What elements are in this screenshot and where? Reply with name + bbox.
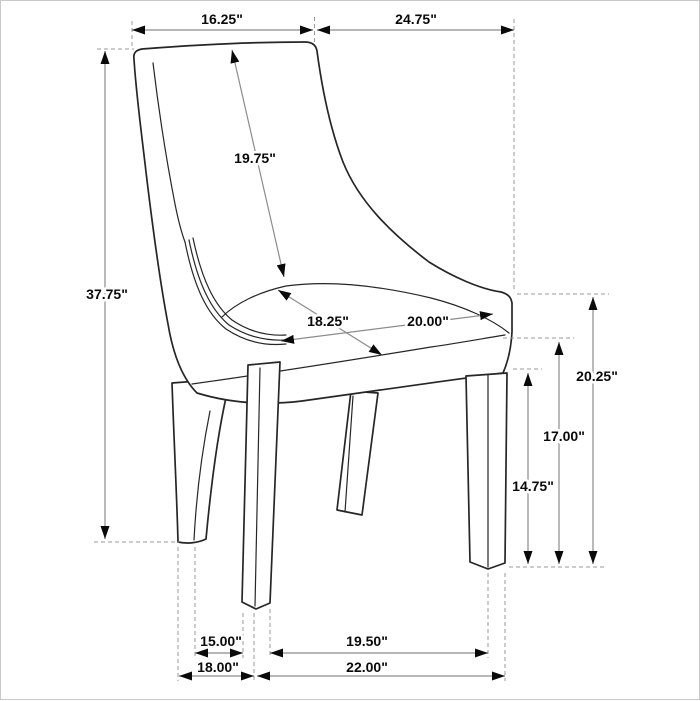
dimension-label-backrest-diagonal: 19.75" <box>234 150 276 166</box>
chair-front-right-leg <box>466 373 507 569</box>
dimension-overall-height <box>86 51 128 539</box>
chair-body-outline <box>134 42 512 403</box>
dimension-label-front-leg-spacing-inner: 19.50" <box>346 633 388 649</box>
dimension-label-seat-depth: 18.25" <box>307 313 349 329</box>
dimension-label-arm-top-height: 20.25" <box>576 368 618 384</box>
dimension-label-seat-width: 20.00" <box>407 313 449 329</box>
dimension-label-overall-height: 37.75" <box>86 286 128 302</box>
dimension-apron-bottom-height <box>512 373 554 564</box>
dimension-front-leg-spacing-outer <box>257 659 505 676</box>
dimension-side-leg-spacing-inner <box>195 633 243 653</box>
chair-front-left-leg <box>242 362 280 609</box>
chair-back-right-leg <box>337 391 378 515</box>
dimension-top-overall-depth <box>317 11 514 30</box>
dimension-label-apron-bottom-height: 14.75" <box>512 478 554 494</box>
dimension-back-top-width <box>132 11 313 30</box>
chair-back-left-leg <box>172 379 227 543</box>
dimension-label-seat-height: 17.00" <box>543 428 585 444</box>
dimension-label-side-leg-spacing-outer: 18.00" <box>197 659 239 675</box>
dimension-label-top-overall-depth: 24.75" <box>395 11 437 27</box>
dimension-front-leg-spacing-inner <box>270 633 488 653</box>
chair-dimension-diagram <box>1 1 700 701</box>
dimension-label-back-top-width: 16.25" <box>201 11 243 27</box>
dimension-side-leg-spacing-outer <box>179 659 254 676</box>
dimension-label-side-leg-spacing-inner: 15.00" <box>200 633 242 649</box>
dimension-label-front-leg-spacing-outer: 22.00" <box>346 659 388 675</box>
